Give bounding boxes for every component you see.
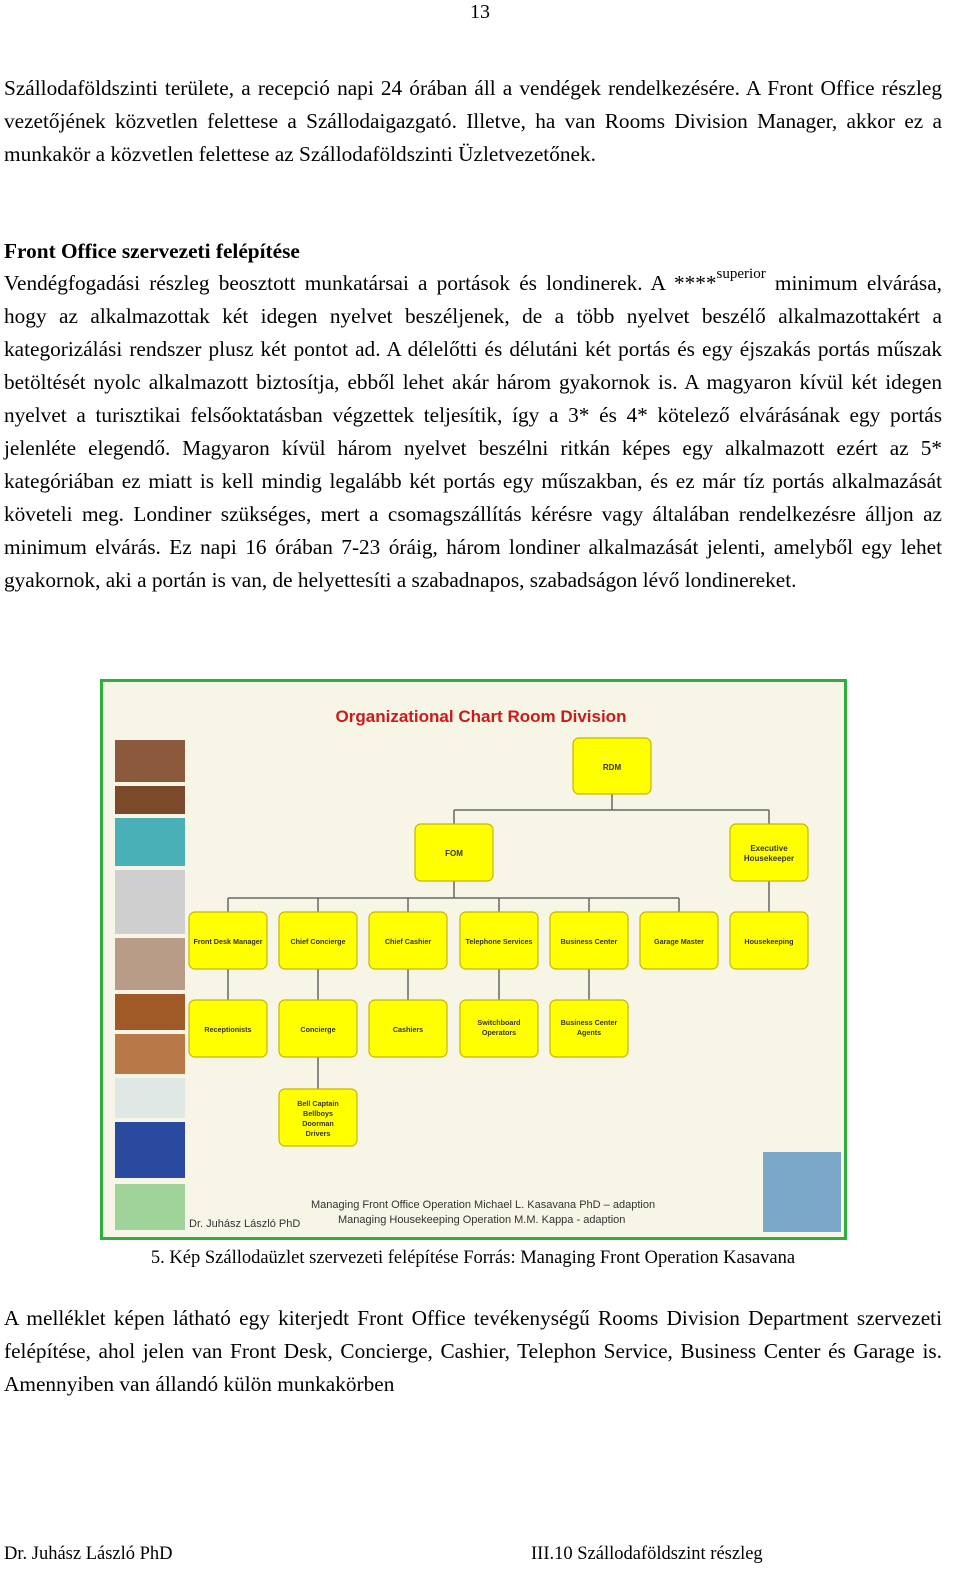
section-heading: Front Office szervezeti felépítése xyxy=(4,239,300,263)
resort-pool-photo xyxy=(763,1152,841,1232)
chief-concierge-label: Chief Concierge xyxy=(290,937,346,946)
bell-photo xyxy=(115,994,185,1030)
room-photo xyxy=(115,1034,185,1074)
business-center-label: Business Center xyxy=(560,937,618,946)
figure-author: Dr. Juhász László PhD xyxy=(189,1218,301,1230)
business-center-agents-label-1: Business Center xyxy=(560,1018,618,1027)
executive-housekeeper-label-2: Housekeeper xyxy=(743,854,795,863)
bell-captain-label-3: Doorman xyxy=(302,1119,334,1128)
switchboard-operators-label-2: Operators xyxy=(481,1028,517,1037)
bell-captain-label-2: Bellboys xyxy=(303,1109,333,1118)
cleaning-cart-photo xyxy=(115,1122,185,1178)
footer-chapter: III.10 Szállodaföldszint részleg xyxy=(531,1544,763,1564)
lobby-photo xyxy=(115,786,185,814)
housekeeping-label: Housekeeping xyxy=(744,937,794,946)
rdm-label: RDM xyxy=(602,763,622,772)
superior-superscript: superior xyxy=(716,266,766,282)
paragraph-front-office-start: Vendégfogadási részleg beosztott munkatársai a portások és londinerek. A **** xyxy=(4,271,717,295)
switchboard-operators-label-1: Switchboard xyxy=(477,1018,521,1027)
receptionists-label: Receptionists xyxy=(204,1025,252,1034)
org-chart-title: Organizational Chart Room Division xyxy=(335,707,627,726)
footer-author: Dr. Juhász László PhD xyxy=(4,1544,173,1564)
cleaning-bottles-photo xyxy=(115,1184,185,1230)
bell-captain-label-4: Drivers xyxy=(305,1129,331,1138)
housekeeper-photo xyxy=(115,1078,185,1118)
figure-caption: 5. Kép Szállodaüzlet szervezeti felépítése Forrás: Managing Front Operation Kasavana xyxy=(150,1248,796,1268)
credit-line-2: Managing Housekeeping Operation M.M. Kappa - adaption xyxy=(338,1214,626,1226)
paragraph-appendix: A melléklet képen látható egy kiterjedt Front Office tevékenységű Rooms Division Department szervezeti felépítése, ahol jelen van Front Desk, Concierge, Cashier, Telephon Service, Business Center és Garage is. Amennyiben van állandó külön munkakörben xyxy=(4,1306,942,1396)
executive-housekeeper-label-1: Executive xyxy=(750,844,788,853)
reception-desk-photo xyxy=(115,818,185,866)
page-number: 13 xyxy=(470,1,490,23)
paragraph-intro: Szállodaföldszinti területe, a recepció napi 24 órában áll a vendégek rendelkezésére. A Front Office részleg vezetőjének közvetlen felettese a Szállodaigazgató. Illetve, ha van Rooms Division Manager, akkor ez a munkakör a közvetlen felettese az Szállodaföldszinti Üzletvezetőnek. xyxy=(4,76,942,166)
front-desk-manager-label: Front Desk Manager xyxy=(193,937,263,946)
telephone-services-label: Telephone Services xyxy=(465,937,533,946)
figure-credits xyxy=(189,1199,655,1230)
bell-captain-label-1: Bell Captain xyxy=(297,1099,339,1108)
cashiers-label: Cashiers xyxy=(392,1025,424,1034)
org-chart-svg xyxy=(103,682,844,1237)
staff-photo xyxy=(115,870,185,934)
chief-cashier-label: Chief Cashier xyxy=(384,937,432,946)
hotel-facade-photo xyxy=(115,740,185,782)
garage-master-label: Garage Master xyxy=(654,937,704,946)
fom-label: FOM xyxy=(445,849,463,858)
paragraph-front-office xyxy=(4,267,942,597)
photo-strip xyxy=(115,740,841,1232)
business-center-agents-label-2: Agents xyxy=(576,1028,602,1037)
credit-line-1: Managing Front Office Operation Michael L. Kasavana PhD – adaption xyxy=(311,1199,656,1211)
paragraph-front-office-rest: minimum elvárása, hogy az alkalmazottak két idegen nyelvet beszéljenek, de a több nyelvet beszélő alkalmazottakért a kategorizálási rendszer plusz két pontot ad. A délelőtti és délutáni két portás és egy éjszakás portás műszak betöltését nyolc alkalmazott biztosítja, ebből lehet akár három gyakornok is. A magyaron kívül két idegen nyelvet a turisztikai felsőoktatásban végzettek teljesítik, így a 3* és 4* kötelező elvárásának egy portás jelenléte elegendő. Magyaron kívül három nyelvet beszélni ritkán képes egy alkalmazott ezért az 5* kategóriában ez miatt is kell mindig legalább két portás egy műszakban, és ez már tíz portás alkalmazását követeli meg. Londiner szükséges, mert a csomagszállítás kérésre vagy általában rendelkezésre álljon az minimum elvárás. Ez napi 16 órában 7-23 óráig, három londiner alkalmazását jelenti, amelyből egy lehet gyakornok, aki a portán is van, de helyettesíti a szabadnapos, szabadságon lévő londinereket. xyxy=(4,271,942,592)
concierge-label: Concierge xyxy=(300,1025,336,1034)
org-chart-figure xyxy=(100,679,847,1240)
hand-bell-photo xyxy=(115,938,185,990)
